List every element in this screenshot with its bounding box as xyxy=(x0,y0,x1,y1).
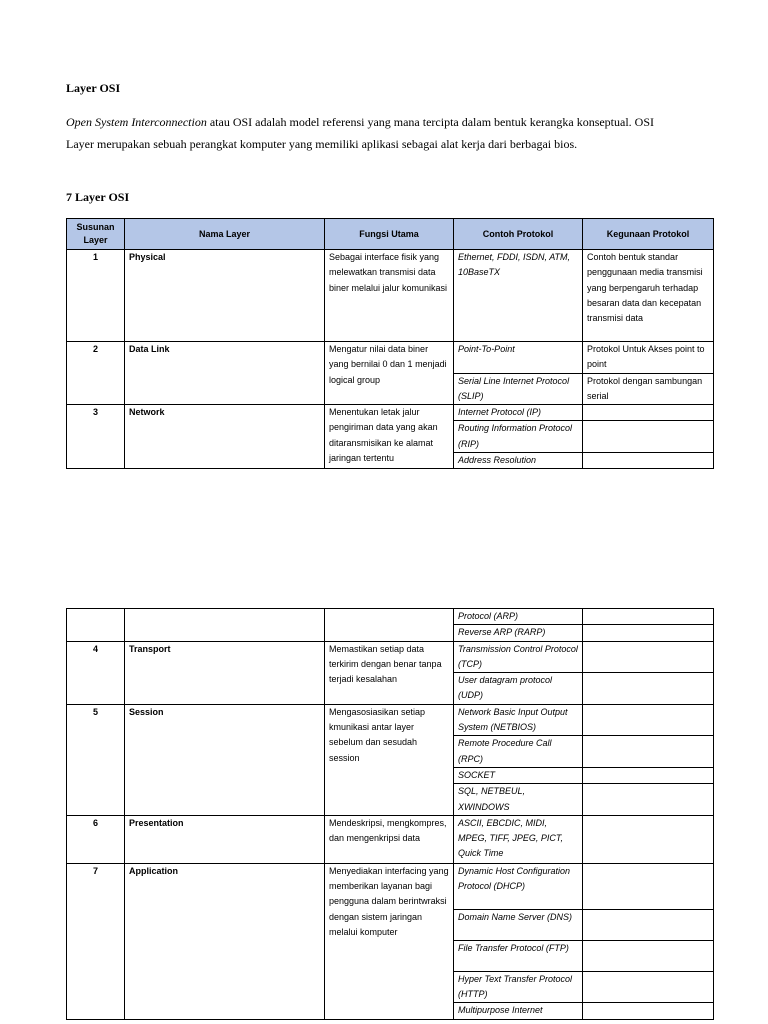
protocol-example: Network Basic Input Output System (NETBIOS) xyxy=(454,704,583,736)
table-header-row xyxy=(67,219,714,250)
intro-line-1-text: atau OSI adalah model referensi yang mana tercipta dalam bentuk kerangka konseptual. OSI xyxy=(206,115,655,129)
table-row xyxy=(67,342,714,374)
layer-name: Transport xyxy=(125,641,325,704)
table-row xyxy=(67,641,714,673)
protocol-example: Dynamic Host Configuration Protocol (DHCP) xyxy=(454,863,583,909)
layer-number: 4 xyxy=(67,641,125,704)
protocol-usage xyxy=(583,1003,714,1019)
protocol-example: Remote Procedure Call (RPC) xyxy=(454,736,583,768)
protocol-example: SOCKET xyxy=(454,767,583,783)
layer-function xyxy=(325,609,454,642)
protocol-usage xyxy=(583,815,714,863)
table-row xyxy=(67,250,714,342)
protocol-usage xyxy=(583,767,714,783)
layer-name: Application xyxy=(125,863,325,1019)
protocol-usage xyxy=(583,971,714,1003)
protocol-example: ASCII, EBCDIC, MIDI, MPEG, TIFF, JPEG, PICT, Quick Time xyxy=(454,815,583,863)
table-row xyxy=(67,609,714,625)
protocol-example: Reverse ARP (RARP) xyxy=(454,625,583,641)
layer-number: 6 xyxy=(67,815,125,863)
layer-name: Physical xyxy=(125,250,325,342)
protocol-usage xyxy=(583,673,714,705)
layer-name xyxy=(125,609,325,642)
table-row xyxy=(67,863,714,909)
osi-layer-table-continued xyxy=(66,608,714,1020)
protocol-usage xyxy=(583,453,714,469)
protocol-usage xyxy=(583,863,714,909)
protocol-usage xyxy=(583,421,714,453)
protocol-example: Internet Protocol (IP) xyxy=(454,405,583,421)
protocol-example: Point-To-Point xyxy=(454,342,583,374)
protocol-usage xyxy=(583,736,714,768)
layer-number: 5 xyxy=(67,704,125,815)
protocol-usage: Protokol dengan sambungan serial xyxy=(583,373,714,405)
protocol-usage xyxy=(583,641,714,673)
section-title: 7 Layer OSI xyxy=(66,190,130,204)
protocol-example: Ethernet, FDDI, ISDN, ATM, 10BaseTX xyxy=(454,250,583,342)
protocol-usage xyxy=(583,704,714,736)
protocol-usage xyxy=(583,909,714,940)
protocol-example: Protocol (ARP) xyxy=(454,609,583,625)
layer-function: Mendeskripsi, mengkompres, dan mengenkripsi data xyxy=(325,815,454,863)
protocol-example: File Transfer Protocol (FTP) xyxy=(454,940,583,971)
protocol-example: Hyper Text Transfer Protocol (HTTP) xyxy=(454,971,583,1003)
page-title: Layer OSI xyxy=(66,81,121,95)
layer-function: Mengatur nilai data biner yang bernilai 0 dan 1 menjadi logical group xyxy=(325,342,454,405)
table-row xyxy=(67,815,714,863)
layer-name: Session xyxy=(125,704,325,815)
layer-name: Presentation xyxy=(125,815,325,863)
layer-number xyxy=(67,609,125,642)
protocol-example: Multipurpose Internet xyxy=(454,1003,583,1019)
intro-term: Open System Interconnection xyxy=(66,115,207,129)
layer-name: Network xyxy=(125,405,325,469)
layer-number: 2 xyxy=(67,342,125,405)
protocol-usage: Protokol Untuk Akses point to point xyxy=(583,342,714,374)
intro-paragraph xyxy=(66,111,716,155)
layer-function: Sebagai interface fisik yang melewatkan transmisi data biner melalui jalur komunikasi xyxy=(325,250,454,342)
layer-function: Menentukan letak jalur pengiriman data yang akan ditaransmisikan ke alamat jaringan tertentu xyxy=(325,405,454,469)
protocol-example: Routing Information Protocol (RIP) xyxy=(454,421,583,453)
protocol-usage xyxy=(583,405,714,421)
intro-line-2: Layer merupakan sebuah perangkat komputer yang memiliki aplikasi sebagai alat kerja dari berbagai bios. xyxy=(66,137,578,151)
protocol-example: Transmission Control Protocol (TCP) xyxy=(454,641,583,673)
osi-layer-table xyxy=(66,218,714,469)
table-row xyxy=(67,704,714,736)
protocol-usage xyxy=(583,609,714,625)
protocol-usage xyxy=(583,940,714,971)
table-row xyxy=(67,405,714,421)
protocol-usage xyxy=(583,625,714,641)
protocol-example: SQL, NETBEUL, XWINDOWS xyxy=(454,784,583,816)
protocol-example: Address Resolution xyxy=(454,453,583,469)
header-kegunaan-protokol: Kegunaan Protokol xyxy=(583,219,714,250)
layer-function: Mengasosiasikan setiap kmunikasi antar layer sebelum dan sesudah session xyxy=(325,704,454,815)
layer-function: Memastikan setiap data terkirim dengan benar tanpa terjadi kesalahan xyxy=(325,641,454,704)
protocol-example: Serial Line Internet Protocol (SLIP) xyxy=(454,373,583,405)
intro-line-1 xyxy=(66,111,716,133)
protocol-usage: Contoh bentuk standar penggunaan media transmisi yang berpengaruh terhadap besaran data dan kecepatan transmisi data xyxy=(583,250,714,342)
header-contoh-protokol: Contoh Protokol xyxy=(454,219,583,250)
layer-number: 3 xyxy=(67,405,125,469)
layer-number: 1 xyxy=(67,250,125,342)
layer-name: Data Link xyxy=(125,342,325,405)
layer-function: Menyediakan interfacing yang memberikan layanan bagi pengguna dalam berintwraksi dengan sistem jaringan melalui komputer xyxy=(325,863,454,1019)
protocol-example: Domain Name Server (DNS) xyxy=(454,909,583,940)
protocol-example: User datagram protocol (UDP) xyxy=(454,673,583,705)
header-susunan-layer: Susunan Layer xyxy=(67,219,125,250)
header-nama-layer: Nama Layer xyxy=(125,219,325,250)
layer-number: 7 xyxy=(67,863,125,1019)
header-fungsi-utama: Fungsi Utama xyxy=(325,219,454,250)
protocol-usage xyxy=(583,784,714,816)
